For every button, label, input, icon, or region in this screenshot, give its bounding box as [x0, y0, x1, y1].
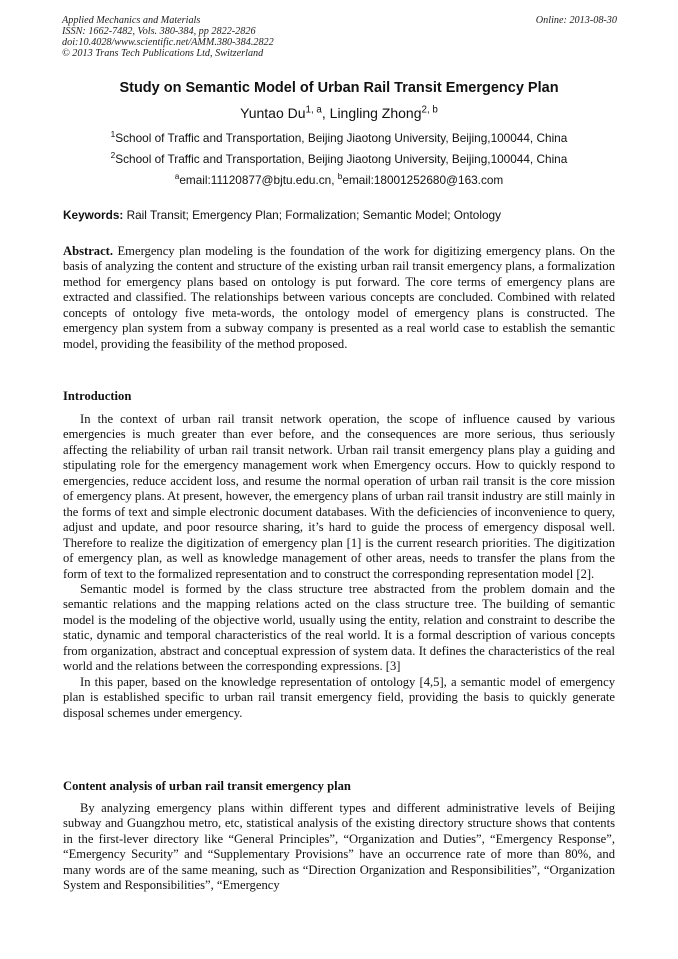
affiliation-text: School of Traffic and Transportation, Beijing Jiaotong University, Beijing,100044, China — [115, 131, 568, 145]
abstract-label: Abstract. — [63, 244, 114, 258]
author-sup: 1, a — [305, 104, 322, 116]
section-heading-content-analysis: Content analysis of urban rail transit emergency plan — [63, 779, 351, 793]
issn-line: ISSN: 1662-7482, Vols. 380-384, pp 2822-2826 — [62, 26, 256, 37]
affiliation-sup: 1 — [110, 130, 116, 140]
doi-line: doi:10.4028/www.scientific.net/AMM.380-384.2822 — [62, 37, 274, 48]
paper-title: Study on Semantic Model of Urban Rail Transit Emergency Plan — [119, 80, 559, 96]
affiliation-text: School of Traffic and Transportation, Beijing Jiaotong University, Beijing,100044, China — [115, 152, 568, 166]
email-line — [40, 173, 638, 187]
author-sup: 2, b — [421, 104, 438, 116]
paragraph: In this paper, based on the knowledge representation of ontology [4,5], a semantic model of emergency plan is established specific to urban rail transit emergency field, providing the basis to quickly generate disposal schemes under emergency. — [63, 674, 615, 720]
copyright-line: © 2013 Trans Tech Publications Ltd, Switzerland — [62, 48, 264, 59]
affiliation-sup: 2 — [110, 151, 116, 161]
paragraph: In the context of urban rail transit network operation, the scope of influence caused by various emergencies is much greater than ever before, and the consequences are more serious, thus seriously affecting the reliability of urban rail transit network. Urban rail transit emergency plans play a guiding and stipulating role for the emergency management work when Emergency occurs. How to quickly respond to emergencies, reduce accident loss, and resume the normal operation of urban rail transit is the core mission of emergency plans. At present, however, the emergency plans of urban rail transit industry are still mainly in the forms of text and simple electronic document databases. With the deficiencies of inconvenience to query, adjust and update, and poor resource sharing, it’s hard to guide the process of emergency disposal well. Therefore to realize the digitization of emergency plan [1] is the current research priorities. The digitization of emergency plan, as well as knowledge management of other areas, needs to transfer the plans from the form of text to the formalized representation and to construct the corresponding representation model [2]. — [63, 412, 615, 581]
author-name: Lingling Zhong — [329, 105, 422, 121]
keywords-label: Keywords: — [63, 208, 124, 222]
email-b: email:18001252680@163.com — [342, 173, 504, 187]
email-a: email:11120877@bjtu.edu.cn, — [179, 173, 335, 187]
email-sup: b — [337, 172, 343, 182]
abstract — [63, 244, 615, 352]
online-date: Online: 2013-08-30 — [535, 15, 617, 26]
paragraph: By analyzing emergency plans within different types and different administrative levels of Beijing subway and Guangzhou metro, etc, statistical analysis of the existing directory structure shows that contents in the first-lever directory like “General Principles”, “Organization and Duties”, “Emergency Response”, “Emergency Security” and “Supplementary Provisions” have an occurrence rate of more than 80%, and many words are of the same meaning, such as “Direction Organization and Responsibilities”, “Organization System and Responsibilities”, “Emergency — [63, 801, 615, 893]
affiliation-1 — [40, 131, 638, 145]
affiliation-2 — [40, 152, 638, 166]
abstract-text: Emergency plan modeling is the foundation of the work for digitizing emergency plans. On the basis of analyzing the content and structure of the existing urban rail transit emergency plans, a formalization method for emergency plans based on ontology is put forward. The core terms of emergency plans are extracted and classified. The relationships between various concepts are concluded. Combined with related concepts of ontology five meta-words, the ontology model of emergency plans is constructed. The emergency plan system from a subway company is presented as a real world case to establish the semantic model, providing the feasibility of the method proposed. — [63, 244, 615, 351]
introduction-body — [63, 412, 615, 721]
section-heading-introduction: Introduction — [63, 389, 132, 403]
author-line: Yuntao Du$^{1, a}$, Lingling Zhong$^{2, b}$ — [240, 104, 438, 121]
email-sup: a — [174, 172, 180, 182]
keywords — [63, 208, 615, 222]
journal-name: Applied Mechanics and Materials — [62, 15, 201, 26]
author-name: Yuntao Du — [240, 105, 306, 121]
content-analysis-body — [63, 801, 615, 894]
keywords-text: Rail Transit; Emergency Plan; Formalization; Semantic Model; Ontology — [126, 208, 501, 222]
paragraph: Semantic model is formed by the class structure tree abstracted from the problem domain and the semantic relations and the mapping relations acted on the class structure tree. The building of semantic model is the modeling of the objective world, usually using the entity, relation and constraint to describe the static, dynamic and temporal characteristics of the real world. It is a formal description of various concepts from organization, abstract and conceptual expression of system data. It defines the characteristics of the real world and the relations between the corresponding expressions. [3] — [63, 581, 615, 674]
journal-header — [62, 15, 617, 59]
